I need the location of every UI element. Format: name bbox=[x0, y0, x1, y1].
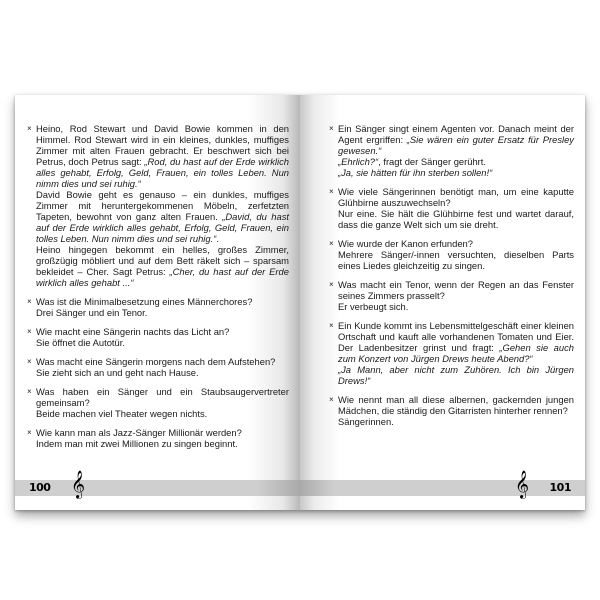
bullet-icon: × bbox=[27, 387, 32, 396]
joke-item bbox=[27, 356, 289, 378]
joke-item bbox=[27, 326, 289, 348]
left-page bbox=[15, 95, 300, 510]
bullet-icon: × bbox=[27, 428, 32, 437]
joke-text: Indem man mit zwei Millionen zu singen beginnt. bbox=[36, 438, 238, 449]
footer-bar bbox=[300, 480, 585, 496]
page-number: 100 bbox=[29, 481, 51, 494]
treble-clef-icon: 𝄞 bbox=[514, 470, 530, 498]
bullet-icon: × bbox=[329, 321, 334, 330]
bullet-icon: × bbox=[27, 357, 32, 366]
joke-item bbox=[329, 186, 574, 230]
joke-text: Drei Sänger und ein Tenor. bbox=[36, 307, 148, 318]
bullet-icon: × bbox=[27, 297, 32, 306]
joke-item bbox=[27, 386, 289, 419]
joke-text: Was macht ein Tenor, wenn der Regen an das Fenster seines Zimmers prasselt? bbox=[338, 279, 574, 301]
bullet-icon: × bbox=[27, 124, 32, 133]
joke-text: Mehrere Sänger/-innen versuchten, dieselben Parts eines Liedes gleichzeitig zu singen. bbox=[338, 249, 574, 271]
quote-text: „Ja, sie hätten für ihn sterben sollen!“ bbox=[338, 167, 493, 178]
joke-list bbox=[27, 123, 289, 457]
joke-text: Beide machen viel Theater wegen nichts. bbox=[36, 408, 208, 419]
joke-text: Wie nennt man all diese albernen, gackernden jungen Mädchen, die ständig den Gitarristen hinterher rennen? bbox=[338, 394, 574, 416]
joke-text: Ein Kunde kommt ins Lebensmittelgeschäft einer kleinen Ortschaft und kauft alle vorhandenen Tomaten und Eier. Der Ladenbesitzer grinst und fragt: bbox=[338, 320, 574, 353]
bullet-icon: × bbox=[329, 187, 334, 196]
quote-text: „Sie wären ein guter Ersatz für Presley gewesen.“ bbox=[338, 134, 574, 156]
joke-text: Er verbeugt sich. bbox=[338, 301, 409, 312]
joke-text: Wie macht eine Sängerin nachts das Licht an? bbox=[36, 326, 230, 337]
joke-text: . bbox=[216, 233, 219, 244]
joke-text: Heino hingegen bekommt ein helles, großes Zimmer, großzügig möbliert und auf dem Bett räkelt sich – sparsam bekleidet – Cher. Sagt Petrus: bbox=[36, 244, 289, 277]
joke-text: , fragt der Sänger gerührt. bbox=[378, 156, 486, 167]
joke-text: Sie öffnet die Autotür. bbox=[36, 337, 125, 348]
quote-text: „Ja Mann, aber nicht zum Zuhören. Ich bin Jürgen Drews!“ bbox=[338, 364, 574, 386]
bullet-icon: × bbox=[27, 327, 32, 336]
joke-item bbox=[27, 123, 289, 288]
quote-text: „Rod, du hast auf der Erde wirklich alles gehabt, Erfolg, Geld, Frauen, ein tolles Leben. Nun nimm dies und sei ruhig.“ bbox=[36, 156, 289, 189]
joke-text: Sie zieht sich an und geht nach Hause. bbox=[36, 367, 199, 378]
joke-item bbox=[329, 320, 574, 386]
joke-text: Was ist die Minimalbesetzung eines Männerchores? bbox=[36, 296, 253, 307]
joke-text: Was macht eine Sängerin morgens nach dem Aufstehen? bbox=[36, 356, 276, 367]
joke-text: David Bowie geht es genauso – ein dunkles, muffiges Zimmer mit heruntergekommenen Möbeln, zerfetzten Tapeten, bewohnt von ganz alten Frauen. bbox=[36, 189, 289, 222]
joke-item bbox=[329, 238, 574, 271]
joke-text: Wie viele Sängerinnen benötigt man, um eine kaputte Glühbirne auszuwechseln? bbox=[338, 186, 574, 208]
joke-text: Was haben ein Sänger und ein Staubsaugervertreter gemeinsam? bbox=[36, 386, 289, 408]
footer-bar bbox=[15, 480, 300, 496]
quote-text: „Ehrlich?“ bbox=[338, 156, 379, 167]
joke-list bbox=[329, 123, 574, 435]
joke-text: Heino, Rod Stewart und David Bowie kommen in den Himmel. Rod Stewart wird in ein kleines, dunkles, muffiges Zimmer mit alten Frauen gebracht. Er beschwert sich bei Petrus, doch Petrus sagt: bbox=[36, 123, 289, 167]
joke-text: Wie wurde der Kanon erfunden? bbox=[338, 238, 473, 249]
bullet-icon: × bbox=[329, 124, 334, 133]
bullet-icon: × bbox=[329, 395, 334, 404]
joke-item bbox=[329, 394, 574, 427]
quote-text: „Gehen sie auch zum Konzert von Jürgen Drews heute Abend?“ bbox=[338, 342, 574, 364]
quote-text: „Cher, du hast auf der Erde wirklich alles gehabt ...“ bbox=[36, 266, 289, 288]
treble-clef-icon: 𝄞 bbox=[70, 470, 86, 498]
right-page bbox=[300, 95, 585, 510]
joke-text: Ein Sänger singt einem Agenten vor. Danach meint der Agent ergriffen: bbox=[338, 123, 574, 145]
joke-text: Wie kann man als Jazz-Sänger Millionär werden? bbox=[36, 427, 242, 438]
quote-text: „David, du hast auf der Erde wirklich alles gehabt, Erfolg, Geld, Frauen, ein tolles Leben. Nun nimm dies und sei ruhig.“ bbox=[36, 211, 289, 244]
joke-item bbox=[27, 427, 289, 449]
page-number: 101 bbox=[549, 481, 571, 494]
bullet-icon: × bbox=[329, 280, 334, 289]
joke-item bbox=[27, 296, 289, 318]
open-book bbox=[15, 95, 585, 510]
joke-text: Sängerinnen. bbox=[338, 416, 394, 427]
joke-item bbox=[329, 279, 574, 312]
bullet-icon: × bbox=[329, 239, 334, 248]
joke-text: Nur eine. Sie hält die Glühbirne fest und wartet darauf, dass die ganze Welt sich um sie dreht. bbox=[338, 208, 574, 230]
joke-item bbox=[329, 123, 574, 178]
